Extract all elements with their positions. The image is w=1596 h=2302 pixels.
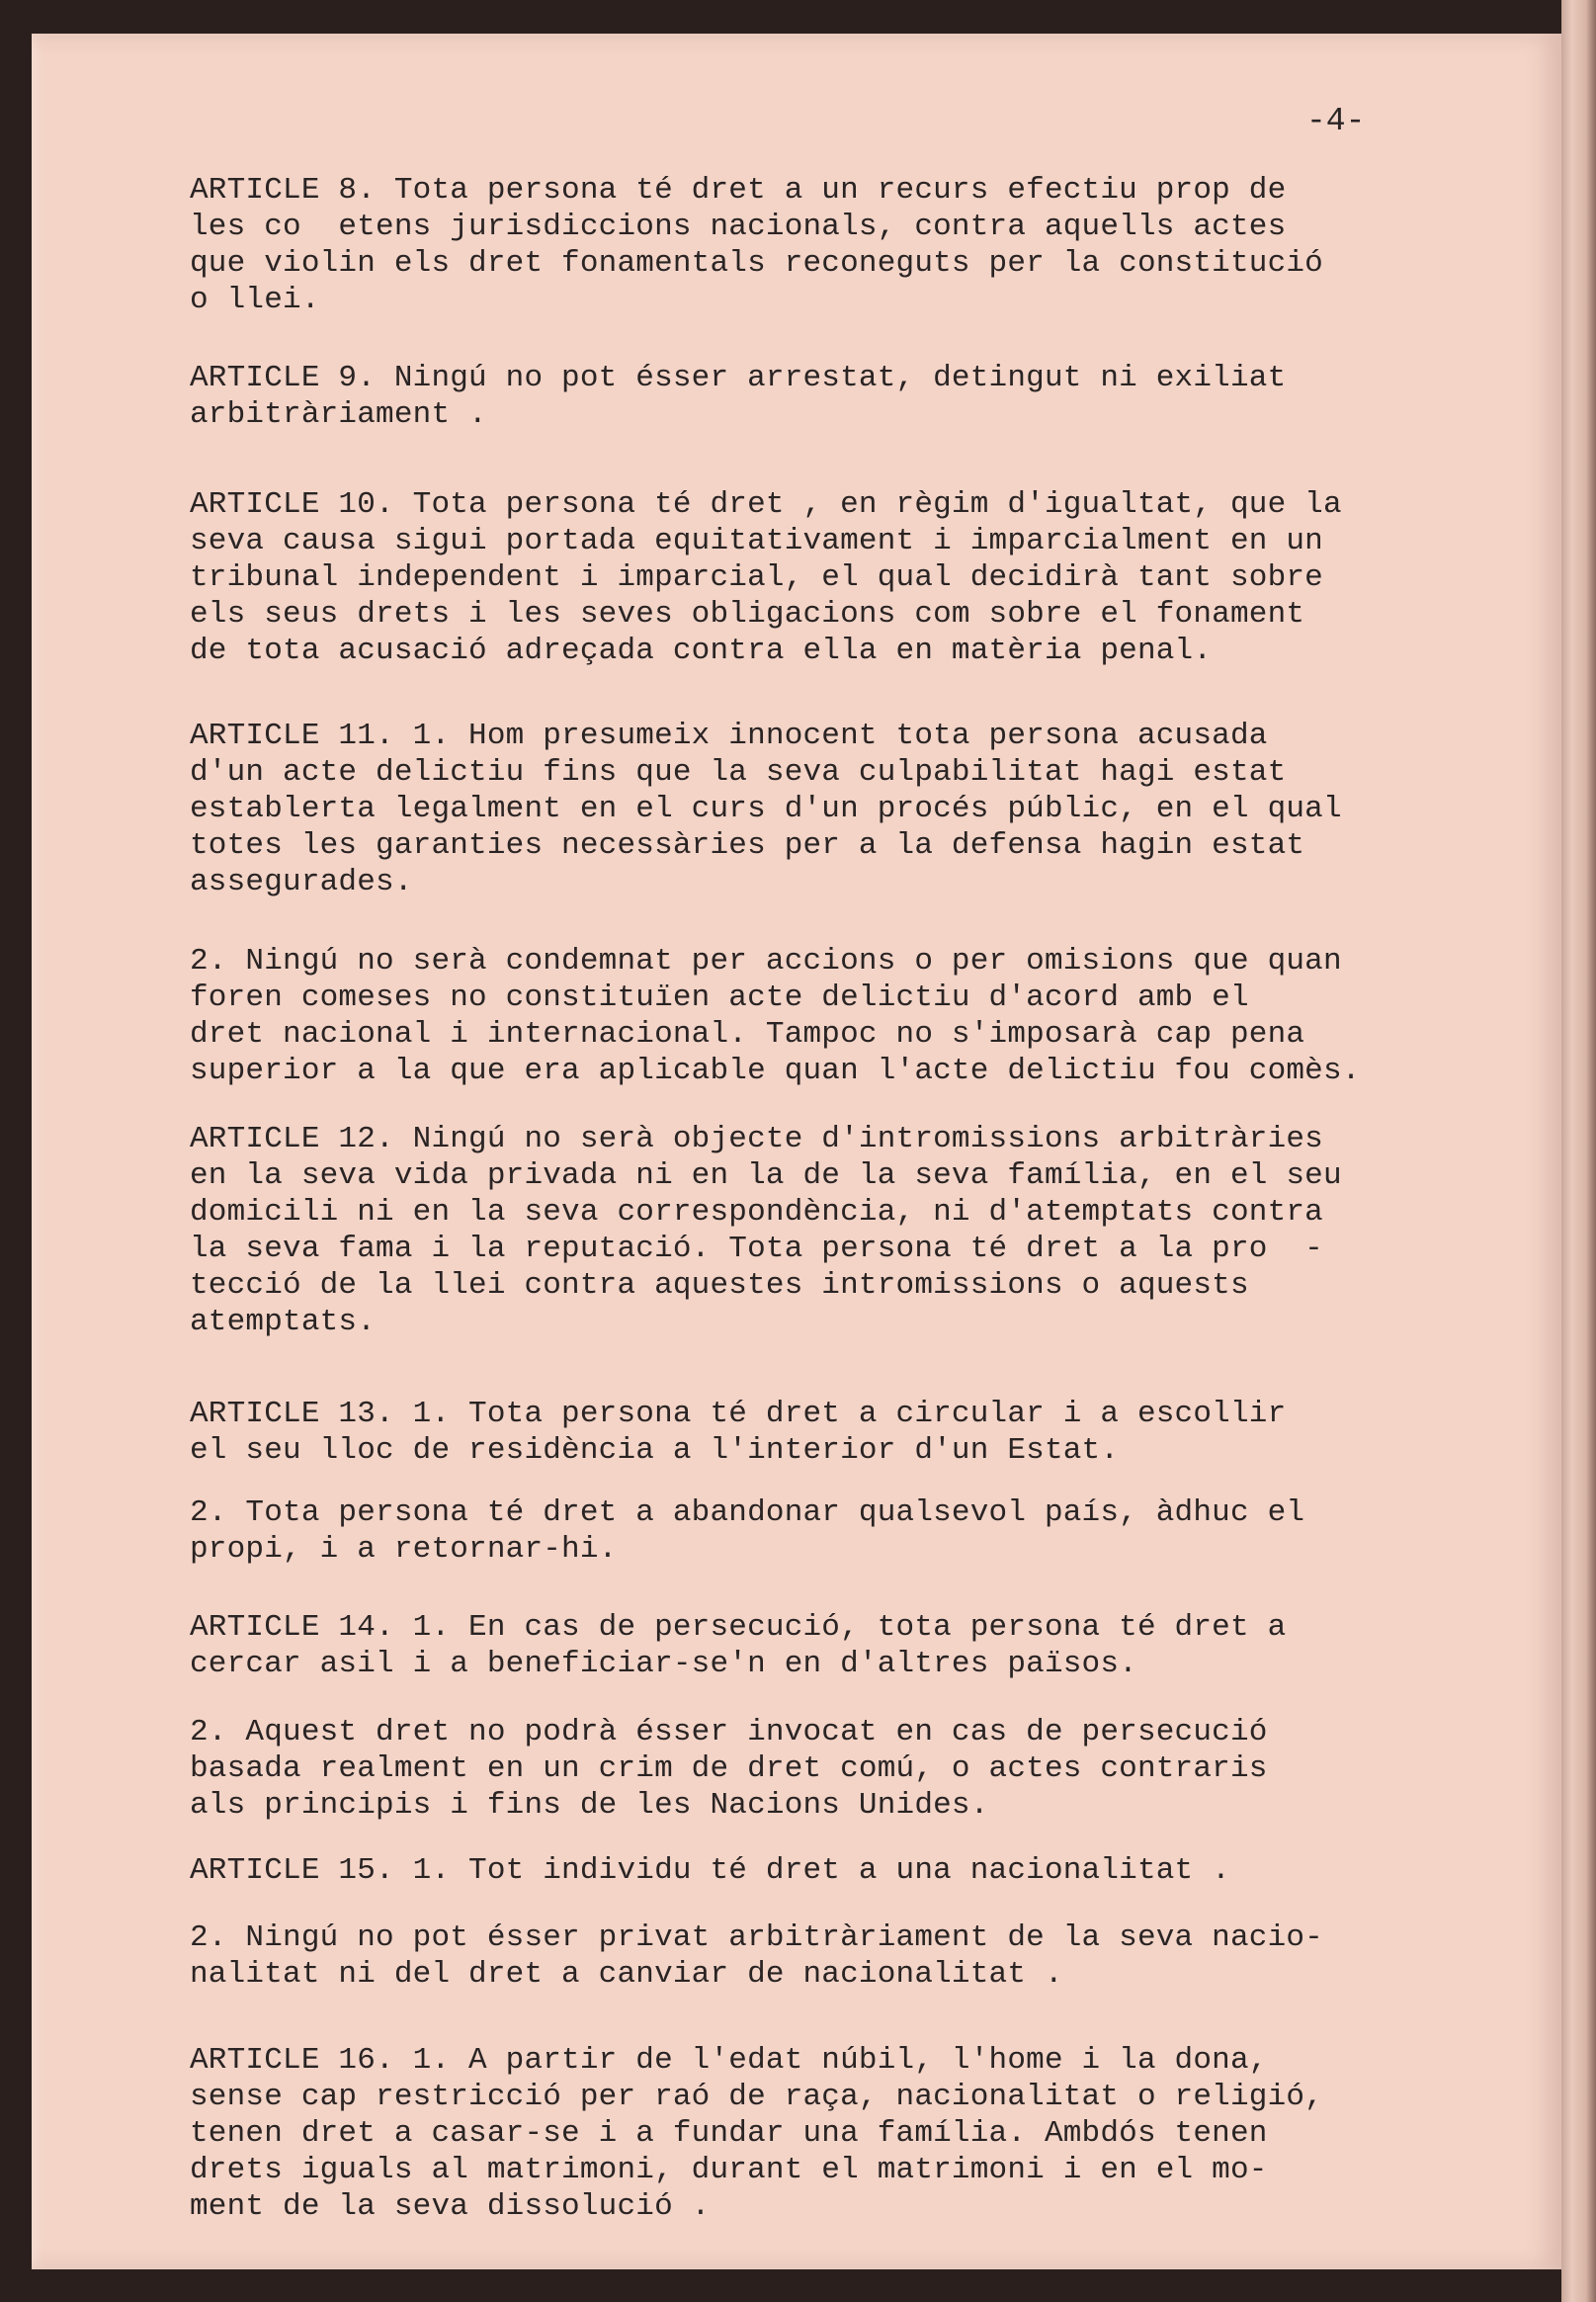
article-16-paragraph-1: ARTICLE 16. 1. A partir de l'edat núbil, l'home i la dona, sense cap restricció per raó de raça, nacionalitat o religió, tenen dret a casar-se i a fundar una família. Ambdós tenen drets iguals al matrimoni, durant el matrimoni i en el mo- ment de la seva dissolució .: [190, 2043, 1323, 2224]
article-9: ARTICLE 9. Ningú no pot ésser arrestat, detingut ni exiliat arbitràriament .: [190, 361, 1287, 432]
page-number: -4-: [1306, 103, 1366, 139]
article-11-paragraph-1: ARTICLE 11. 1. Hom presumeix innocent tota persona acusada d'un acte delictiu fins que la seva culpabilitat hagi estat establerta legalment en el curs d'un procés públic, en el qual totes les garanties necessàries per a la defensa hagin estat assegurades.: [190, 719, 1342, 899]
page-spine: [1561, 0, 1596, 2302]
article-10: ARTICLE 10. Tota persona té dret , en règim d'igualtat, que la seva causa sigui portada equitativament i imparcialment en un tribunal independent i imparcial, el qual decidirà tant sobre els seus drets i les seves obligacions com sobre el fonament de tota acusació adreçada contra ella en matèria penal.: [190, 487, 1342, 668]
article-12: ARTICLE 12. Ningú no serà objecte d'intromissions arbitràries en la seva vida privada ni en la de la seva família, en el seu domicili ni en la seva correspondència, ni d'atemptats contra la seva fama i la reputació. Tota persona té dret a la pro - tecció de la llei contra aquestes intromissions o aquests atemptats.: [190, 1122, 1342, 1339]
article-14-paragraph-2: 2. Aquest dret no podrà ésser invocat en cas de persecució basada realment en un crim de dret comú, o actes contraris als principis i fins de les Nacions Unides.: [190, 1715, 1268, 1823]
article-8: ARTICLE 8. Tota persona té dret a un recurs efectiu prop de les co etens jurisdiccions nacionals, contra aquells actes que violin els dret fonamentals reconeguts per la constitució o llei.: [190, 173, 1323, 317]
article-14-paragraph-1: ARTICLE 14. 1. En cas de persecució, tota persona té dret a cercar asil i a beneficiar-se'n en d'altres països.: [190, 1610, 1287, 1681]
document-page: [32, 34, 1561, 2269]
article-13-paragraph-1: ARTICLE 13. 1. Tota persona té dret a circular i a escollir el seu lloc de residència a l'interior d'un Estat.: [190, 1397, 1287, 1468]
article-15-paragraph-1: ARTICLE 15. 1. Tot individu té dret a una nacionalitat .: [190, 1853, 1230, 1888]
article-15-paragraph-2: 2. Ningú no pot ésser privat arbitràriament de la seva nacio- nalitat ni del dret a canviar de nacionalitat .: [190, 1920, 1323, 1992]
article-11-paragraph-2: 2. Ningú no serà condemnat per accions o per omisions que quan foren comeses no constituïen acte delictiu d'acord amb el dret nacional i internacional. Tampoc no s'imposarà cap pena superior a la que era aplicable quan l'acte delictiu fou comès.: [190, 944, 1361, 1088]
article-13-paragraph-2: 2. Tota persona té dret a abandonar qualsevol país, àdhuc el propi, i a retornar-hi.: [190, 1495, 1305, 1567]
